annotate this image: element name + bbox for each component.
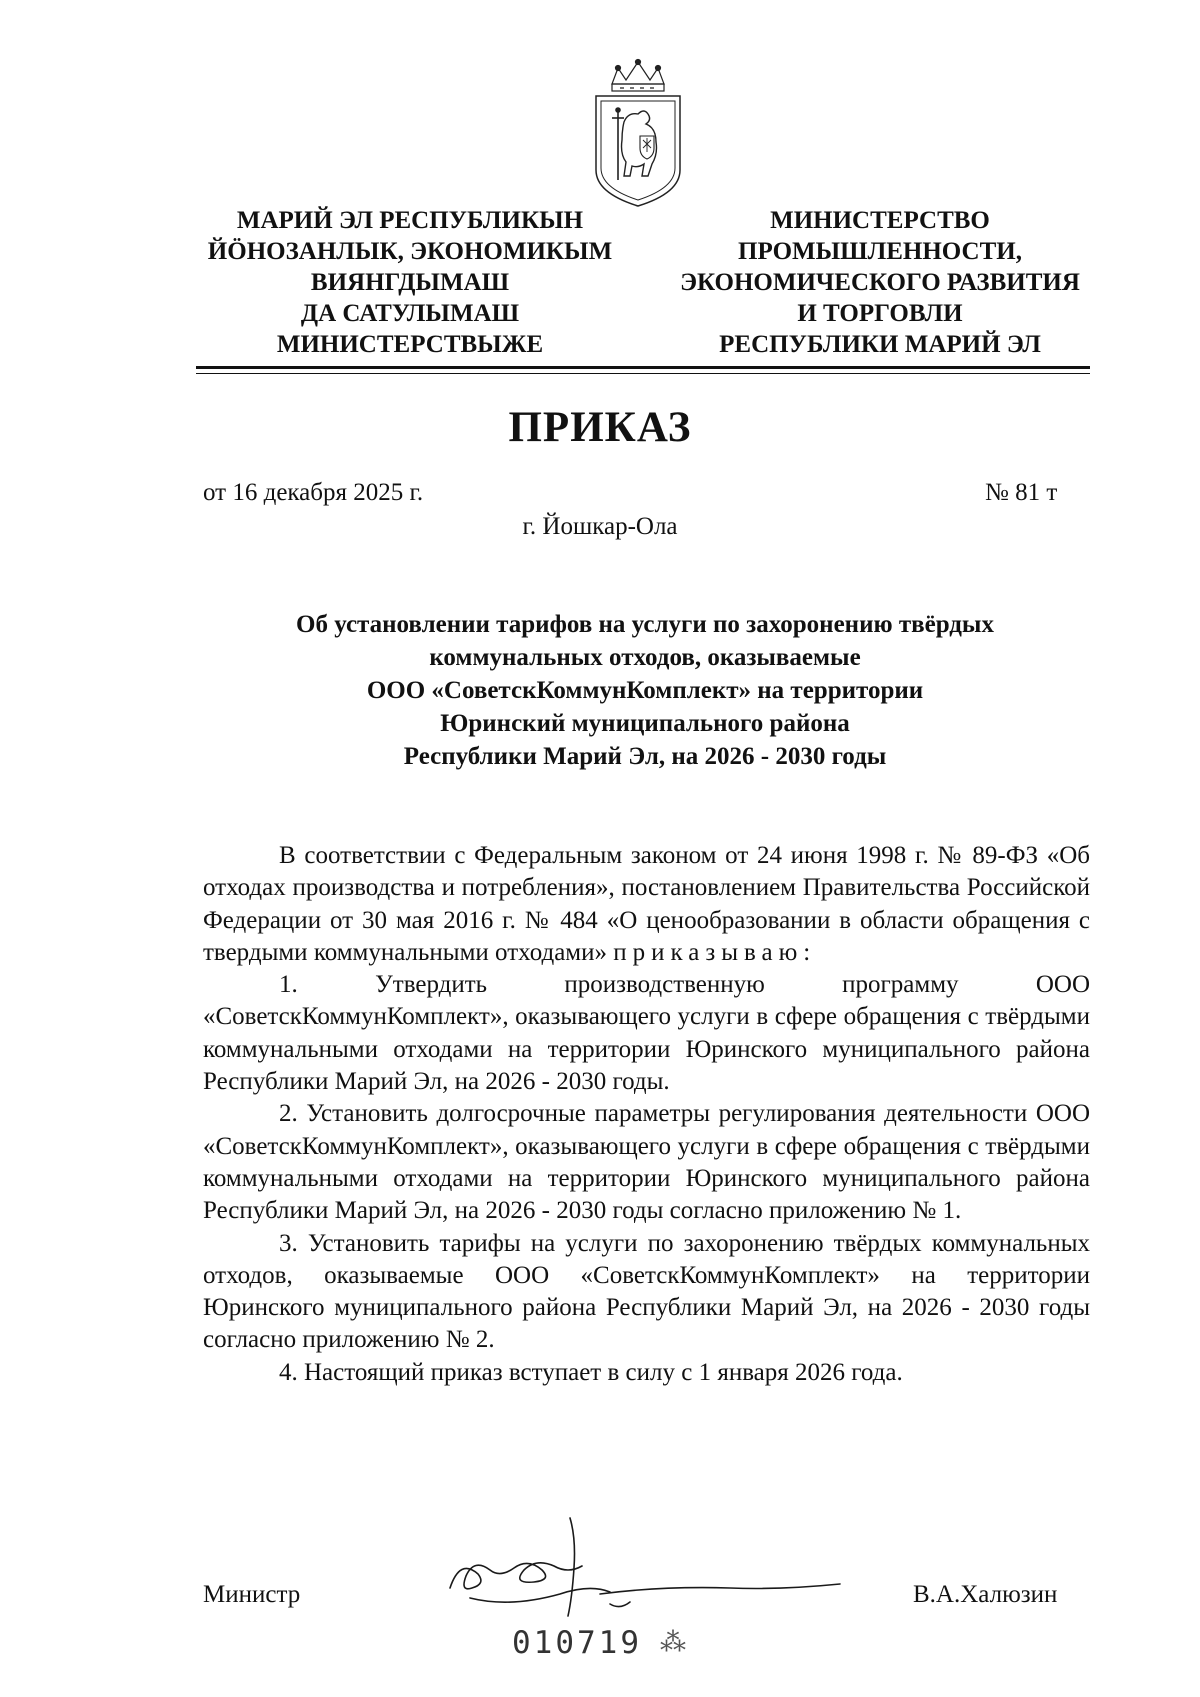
header-divider-thin [196,373,1090,374]
header-right-line: И ТОРГОВЛИ [797,300,963,327]
document-title: ПРИКАЗ [508,404,692,451]
document-date: от 16 декабря 2025 г. [203,479,424,506]
signatory-role: Министр [203,1581,301,1608]
subject-line: Республики Марий Эл, на 2026 - 2030 годы [403,743,887,770]
subject-line: Юринский муниципального района [440,710,850,737]
document-subject [200,608,1090,773]
document-number: № 81 т [985,479,1058,506]
header-right-line: РЕСПУБЛИКИ МАРИЙ ЭЛ [719,331,1041,358]
header-russian-ministry-name [660,205,1100,360]
header-left-line: ЙӦНОЗАНЛЫК, ЭКОНОМИКЫМ [207,238,613,265]
asterisk-mark-icon: ⁂ [660,1628,686,1657]
header-right-line: ПРОМЫШЛЕННОСТИ, [738,238,1022,265]
header-right-line: МИНИСТЕРСТВО [770,207,990,234]
order-item: 3. Установить тарифы на услуги по захоронению твёрдых коммунальных отходов, оказываемые ООО «СоветскКоммунКомплект» на территории Юринского муниципального района Республики Марий Эл, на 2026 - 2030 годы согласно приложению № 2. [203,1229,1090,1354]
header-left-line: МАРИЙ ЭЛ РЕСПУБЛИКЫН [236,207,584,234]
header-right-line: ЭКОНОМИЧЕСКОГО РАЗВИТИЯ [680,269,1080,296]
subject-line: Об установлении тарифов на услуги по захоронению твёрдых [296,611,994,638]
header-left-line: ДА САТУЛЫМАШ [300,300,520,327]
preamble-paragraph [203,840,1090,969]
signatory-name: В.А.Халюзин [913,1581,1058,1608]
subject-line: коммунальных отходов, оказываемые [429,644,861,671]
header-divider-thick [196,366,1090,369]
order-word: приказываю: [613,938,817,966]
header-left-line: ВИЯНГДЫМАШ [310,269,510,296]
header-left-line: МИНИСТЕРСТВЫЖЕ [276,331,544,358]
order-item: 4. Настоящий приказ вступает в силу с 1 января 2026 года. [279,1358,903,1386]
order-item: 1. Утвердить производственную программу ООО «СоветскКоммунКомплект», оказывающего услуги в сфере обращения с твёрдыми коммунальными отходами на территории Юринского муниципального района Республики Марий Эл, на 2026 - 2030 годы. [203,971,1090,1096]
coat-of-arms-icon [590,58,686,208]
order-item: 2. Установить долгосрочные параметры регулирования деятельности ООО «СоветскКоммунКомплект», оказывающего услуги в сфере обращения с твёрдыми коммунальными отходами на территории Юринского муниципального района Республики Марий Эл, на 2026 - 2030 годы согласно приложению № 1. [203,1100,1090,1225]
document-body [203,840,1090,1389]
handwritten-signature [440,1510,870,1620]
subject-line: ООО «СоветскКоммунКомплект» на территории [366,677,924,704]
preamble-text: В соответствии с Федеральным законом от 24 июня 1998 г. № 89-ФЗ «Об отходах производства и потребления», постановлением Правительства Российской Федерации от 30 мая 2016 г. № 484 «О ценообразовании в области обращения с твердыми коммунальными отходами» [203,842,1090,966]
header-mari-ministry-name [190,205,630,360]
document-city: г. Йошкар-Ола [522,513,678,540]
document-serial-number: 010719 [512,1625,642,1661]
